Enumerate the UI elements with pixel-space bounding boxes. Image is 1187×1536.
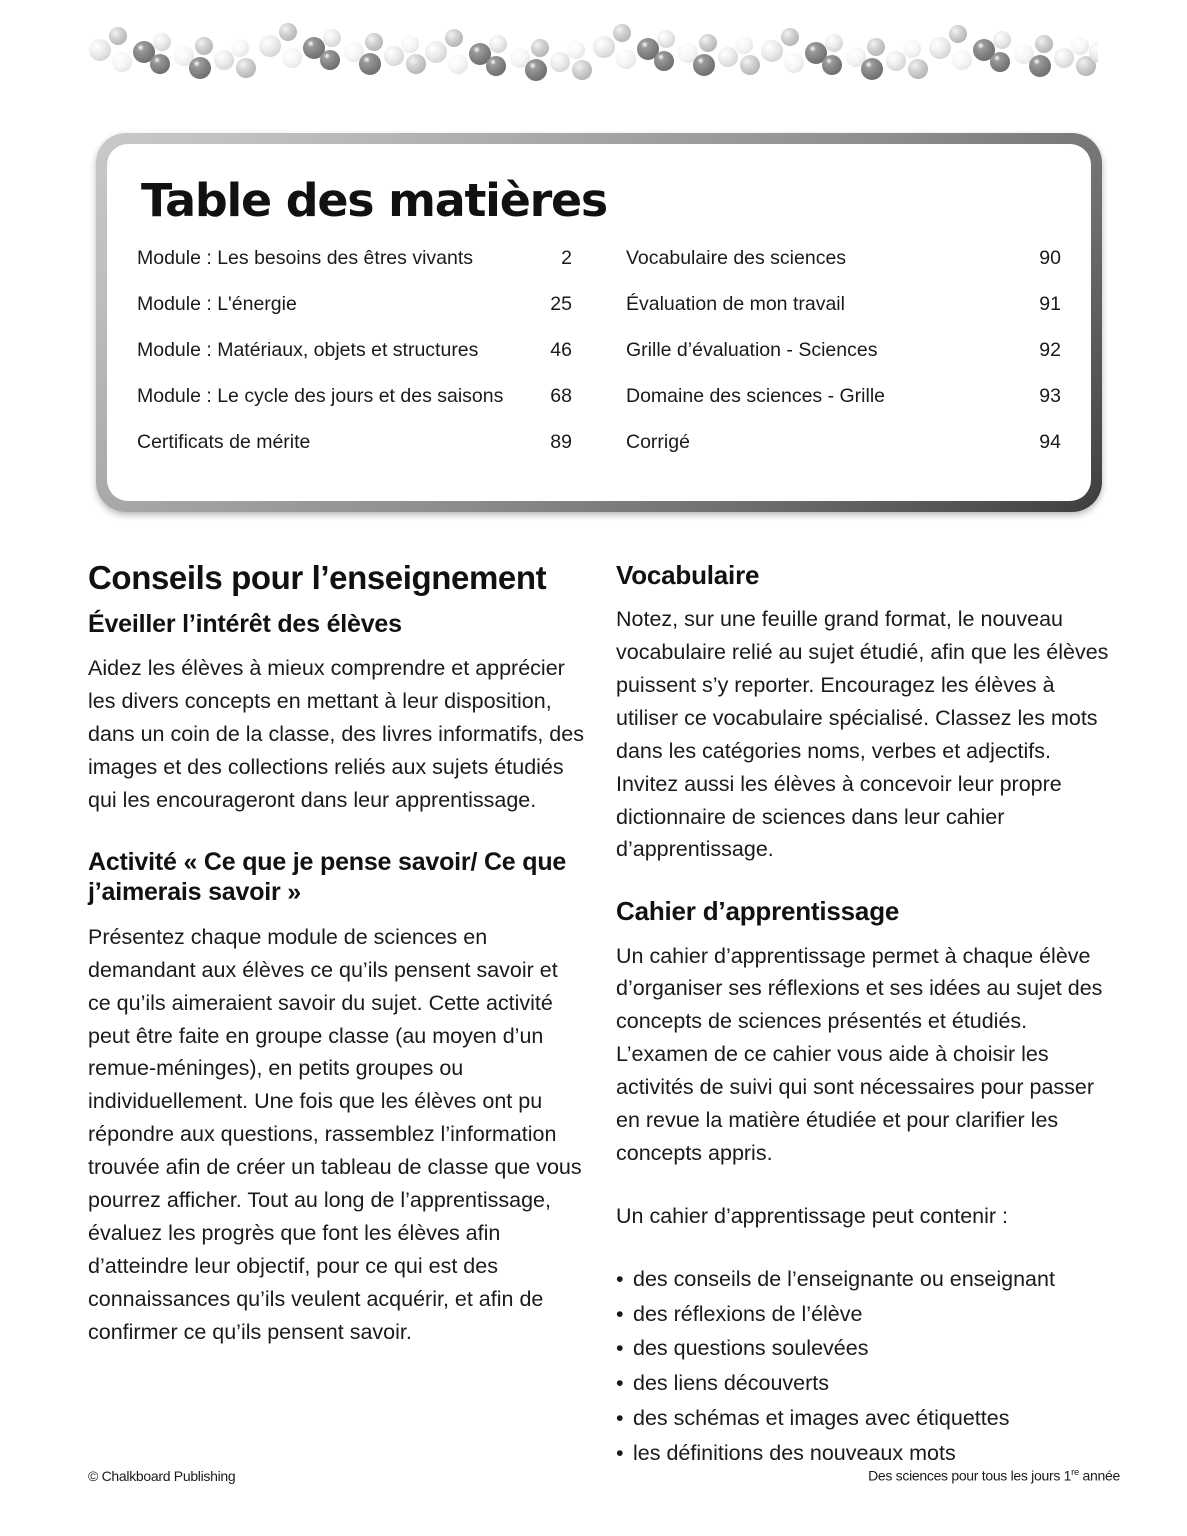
paragraph-spark-interest: Aidez les élèves à mieux comprendre et apprécier les divers concepts en mettant à leur disposition, dans un coin de la classe, des livres informatifs, des images et des collections reliés aux sujets étudiés qui les encourageront dans leur apprentissage. [88,656,584,813]
toc-entry-page: 92 [1039,339,1061,361]
toc-entry-label: Module : Le cycle des jours et des saisons [137,385,504,407]
bead-row [89,23,1098,81]
paragraph-list-intro: Un cahier d’apprentissage peut contenir : [616,1203,1009,1228]
table-of-contents-box [96,133,1102,512]
toc-inner-panel [107,144,1091,501]
page-footer [88,1467,1120,1484]
content-area [88,560,1112,1472]
toc-entry-page: 2 [561,247,572,269]
left-text-column [88,560,584,1472]
toc-entry-page: 46 [550,339,572,361]
table-row[interactable] [626,341,1061,387]
toc-entry-label: Module : Les besoins des êtres vivants [137,247,474,269]
footer-book-title [868,1467,1120,1484]
table-row[interactable] [137,433,572,453]
toc-entry-page: 89 [550,431,572,453]
table-row[interactable] [626,295,1061,341]
toc-entry-label: Évaluation de mon travail [626,293,845,315]
toc-entry-label: Corrigé [626,431,690,453]
paragraph-cahier-apprentissage: Un cahier d’apprentissage permet à chaque élève d’organiser ses réflexions et ses idées au sujet des concepts de sciences présentés et étudiés. L’examen de ce cahier vous aide à choisir les activités de suivi qui sont nécessaires pour passer en revue la matière étudiée et pour clarifier les concepts appris. [616,943,1103,1165]
list-item: • des liens découverts [616,1367,1112,1400]
toc-entry-page: 90 [1039,247,1061,269]
table-row[interactable] [137,295,572,341]
toc-entry-page: 91 [1039,293,1061,315]
bead-pattern-svg [88,6,1098,92]
list-item: • des conseils de l’enseignante ou enseignant [616,1263,1112,1296]
section-heading-teaching-tips: Conseils pour l’enseignement [88,559,547,596]
toc-entry-page: 25 [550,293,572,315]
decorative-bead-band [88,6,1098,92]
heading-cahier-apprentissage: Cahier d’apprentissage [616,896,900,927]
toc-entry-label: Domaine des sciences - Grille [626,385,886,407]
footer-title-prefix: Des sciences pour tous les jours 1 [868,1467,1072,1484]
list-item: • des schémas et images avec étiquettes [616,1402,1112,1435]
paragraph-vocabulaire: Notez, sur une feuille grand format, le nouveau vocabulaire relié au sujet étudié, afin que les élèves puissent s’y reporter. Encouragez les élèves à utiliser ce vocabulaire spécialisé. Classez les mots dans les catégories noms, verbes et adjectifs. Invitez aussi les élèves à concevoir leur propre dictionnaire de sciences dans leur cahier d’apprentissage. [616,607,1109,862]
toc-entry-label: Module : L'énergie [137,293,297,315]
footer-copyright: © Chalkboard Publishing [88,1467,236,1484]
subheading-spark-interest: Éveiller l’intérêt des élèves [88,609,402,638]
list-item: • des questions soulevées [616,1332,1112,1365]
table-row[interactable] [137,387,572,433]
footer-title-suffix: année [1078,1467,1120,1484]
toc-column-left [137,249,572,453]
table-row[interactable] [137,341,572,387]
list-item: • les définitions des nouveaux mots [616,1437,1112,1470]
table-row[interactable] [626,433,1061,453]
footer-ordinal: re [1071,1467,1079,1478]
table-row[interactable] [626,249,1061,295]
toc-entry-label: Vocabulaire des sciences [626,247,847,269]
toc-column-right [626,249,1061,453]
heading-vocabulaire: Vocabulaire [616,560,760,590]
page-title: Table des matières [141,174,608,227]
toc-entry-label: Certificats de mérite [137,431,311,453]
table-row[interactable] [137,249,572,295]
list-item: • des réflexions de l’élève [616,1298,1112,1331]
table-row[interactable] [626,387,1061,433]
cahier-contents-list [616,1263,1112,1470]
toc-entry-page: 94 [1039,431,1061,453]
subheading-activity: Activité « Ce que je pense savoir/ Ce que j’aimerais savoir » [88,847,567,907]
toc-entry-page: 68 [550,385,572,407]
toc-entry-label: Module : Matériaux, objets et structures [137,339,479,361]
toc-columns [137,249,1061,453]
toc-entry-label: Grille d’évaluation - Sciences [626,339,878,361]
toc-entry-page: 93 [1039,385,1061,407]
paragraph-activity: Présentez chaque module de sciences en demandant aux élèves ce qu’ils pensent savoir et ce qu’ils aimeraient savoir du sujet. Cette activité peut être faite en groupe classe (au moyen d’un remue-méninges), en petits groupes ou individuellement. Une fois que les élèves ont pu répondre aux questions, rassemblez l’information trouvée afin de créer un tableau de classe que vous pourrez afficher. Tout au long de l’apprentissage, évaluez les progrès que font les élèves afin d’atteindre leur objectif, pour ce qui est des connaissances qu’ils veulent acquérir, et afin de confirmer ce qu’ils pensent savoir. [88,924,582,1344]
right-text-column [616,560,1112,1472]
